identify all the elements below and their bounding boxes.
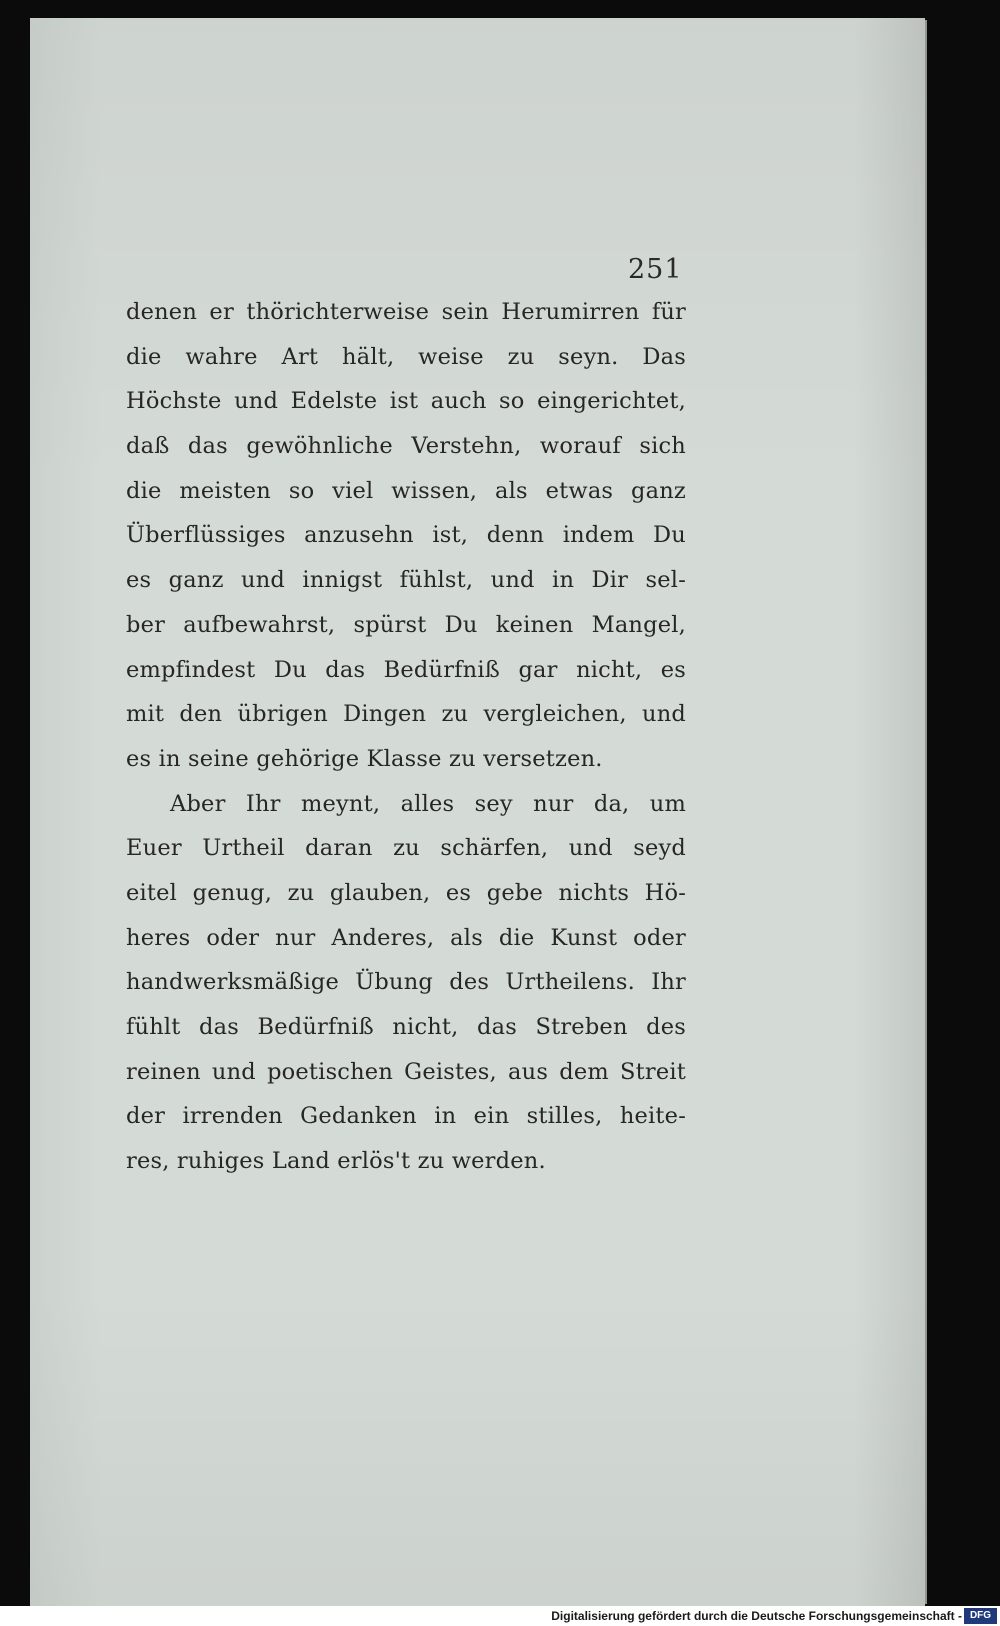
text-line: eitel genug, zu glauben, es gebe nichts Hö- [126, 879, 686, 906]
text-line: mit den übrigen Dingen zu vergleichen, und [126, 701, 686, 728]
text-line: empfindest Du das Bedürfniß gar nicht, es [126, 656, 686, 683]
text-line: fühlt das Bedürfniß nicht, das Streben des [126, 1014, 686, 1040]
text-line: res, ruhiges Land erlös't zu werden. [126, 1148, 546, 1175]
text-line: Aber Ihr meynt, alles sey nur da, um [170, 790, 686, 817]
dfg-logo: DFG [964, 1608, 997, 1624]
text-line: Überflüssiges anzusehn ist, denn indem Du [126, 522, 686, 549]
body-text [126, 290, 686, 1184]
text-line: Euer Urtheil daran zu schärfen, und seyd [126, 835, 686, 862]
text-line: die wahre Art hält, weise zu seyn. Das [126, 343, 686, 370]
text-line: denen er thörichterweise sein Herumirren für [126, 299, 686, 325]
text-line: es ganz und innigst fühlst, und in Dir sel- [126, 567, 686, 594]
book-page [30, 18, 925, 1608]
text-line: die meisten so viel wissen, als etwas ganz [126, 477, 686, 504]
digitization-footer [0, 1606, 1000, 1626]
text-line: es in seine gehörige Klasse zu versetzen. [126, 745, 603, 772]
text-line: ber aufbewahrst, spürst Du keinen Mangel, [126, 611, 686, 638]
text-line: daß das gewöhnliche Verstehn, worauf sich [126, 433, 686, 460]
page-number: 251 [628, 254, 683, 285]
text-line: handwerksmäßige Übung des Urtheilens. Ihr [126, 969, 686, 996]
text-line: heres oder nur Anderes, als die Kunst oder [126, 924, 686, 951]
text-line: reinen und poetischen Geistes, aus dem Streit [126, 1058, 686, 1085]
text-line: der irrenden Gedanken in ein stilles, heite- [126, 1103, 686, 1130]
text-line: Höchste und Edelste ist auch so eingerichtet, [126, 388, 686, 415]
funding-credit: Digitalisierung gefördert durch die Deutsche Forschungsgemeinschaft - [551, 1609, 962, 1623]
